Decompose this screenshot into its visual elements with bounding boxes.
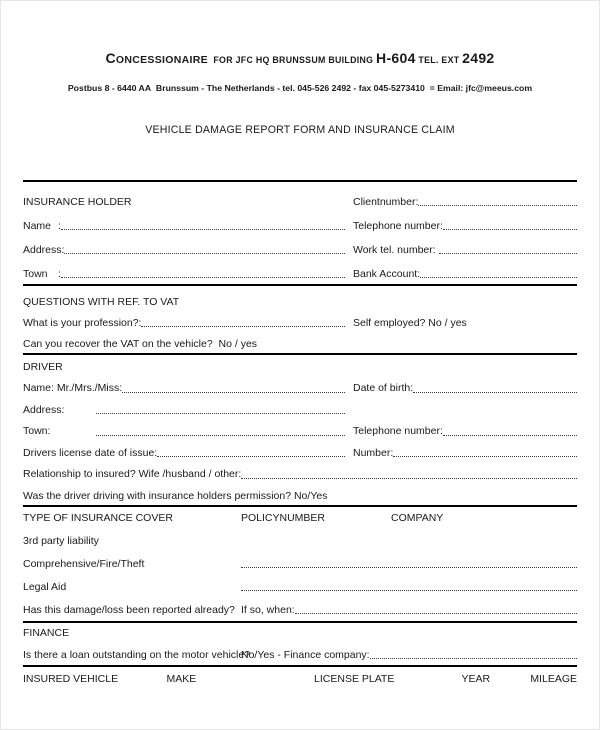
- vat-heading-row: [23, 287, 577, 308]
- insurance-holder-section: [1, 182, 599, 284]
- dob-label: Date of birth:: [353, 382, 414, 395]
- loan-row: [23, 639, 577, 661]
- if-so-when-label: If so, when:: [241, 603, 295, 616]
- insured-vehicle-section: [1, 667, 599, 685]
- holder-name-label: Name: [23, 219, 52, 232]
- insurance-holder-heading-row: [23, 184, 577, 208]
- tel-ext-text: TEL. EXT: [415, 55, 463, 65]
- holder-name-field-line[interactable]: [61, 229, 345, 230]
- third-party-row: [23, 524, 577, 547]
- driver-town-row: [23, 416, 577, 438]
- holder-address-row: [23, 232, 577, 256]
- holder-telephone-field-line[interactable]: [443, 229, 577, 230]
- work-tel-label: Work tel. number:: [353, 243, 439, 256]
- building-number: H-604: [376, 50, 416, 66]
- vat-section: [1, 286, 599, 353]
- form-title: VEHICLE DAMAGE REPORT FORM AND INSURANCE CLAIM: [145, 124, 455, 136]
- relationship-row: [23, 459, 577, 481]
- loan-label: Is there a loan outstanding on the motor vehicle?: [23, 648, 251, 661]
- dob-field-line[interactable]: [413, 392, 577, 393]
- license-issue-label: Drivers license date of issue:: [23, 446, 158, 459]
- self-employed-label: Self employed? No / yes: [353, 316, 467, 329]
- comprehensive-label: Comprehensive/Fire/Theft: [23, 557, 145, 570]
- driver-section: [1, 355, 599, 505]
- company-header: COMPANY: [391, 511, 444, 524]
- year-header: YEAR: [461, 672, 491, 685]
- legal-aid-field-line[interactable]: [241, 590, 577, 591]
- driver-address-field-line[interactable]: [96, 413, 345, 414]
- clientnumber-label: Clientnumber:: [353, 195, 419, 208]
- reported-row: [23, 593, 577, 616]
- insurance-holder-heading: INSURANCE HOLDER: [23, 195, 132, 208]
- letterhead: [1, 1, 599, 93]
- holder-address-field-line[interactable]: [64, 253, 345, 254]
- relationship-label: Relationship to insured? Wife /husband / other:: [23, 468, 242, 481]
- third-party-label: 3rd party liability: [23, 534, 99, 547]
- license-number-field-line[interactable]: [393, 456, 577, 457]
- policynumber-header: POLICYNUMBER: [241, 511, 326, 524]
- permission-row: [23, 481, 577, 503]
- address-contact-line: Postbus 8 - 6440 AA Brunssum - The Netherlands - tel. 045-526 2492 - fax 045-5273410 = Email: jfc@meeus.com: [67, 83, 533, 93]
- profession-field-line[interactable]: [141, 326, 345, 327]
- license-issue-row: [23, 438, 577, 460]
- finance-section: [1, 623, 599, 665]
- driver-name-field-line[interactable]: [122, 392, 345, 393]
- insurance-cover-section: [1, 507, 599, 621]
- profession-row: [23, 308, 577, 329]
- insured-vehicle-header: INSURED VEHICLE: [23, 672, 119, 685]
- reported-label: Has this damage/loss been reported already?: [23, 603, 235, 616]
- comprehensive-field-line[interactable]: [241, 567, 577, 568]
- bank-account-field-line[interactable]: [420, 277, 577, 278]
- driver-address-row: [23, 395, 577, 417]
- holder-town-field-line[interactable]: [61, 277, 345, 278]
- building-text: FOR JFC HQ BRUNSSUM BUILDING: [207, 55, 377, 65]
- driver-telephone-field-line[interactable]: [443, 435, 577, 436]
- profession-label: What is your profession?:: [23, 316, 142, 329]
- make-header: MAKE: [166, 672, 197, 685]
- holder-town-label: Town: [23, 267, 48, 280]
- colon: :: [58, 219, 61, 232]
- tel-ext-number: 2492: [462, 50, 495, 66]
- legal-aid-label: Legal Aid: [23, 580, 67, 593]
- driver-heading: DRIVER: [23, 360, 63, 373]
- holder-telephone-label: Telephone number:: [353, 219, 443, 232]
- recover-vat-row: [23, 329, 577, 350]
- colon: :: [58, 267, 61, 280]
- work-tel-field-line[interactable]: [439, 253, 577, 254]
- mileage-header: MILEAGE: [530, 672, 577, 685]
- vat-heading: QUESTIONS WITH REF. TO VAT: [23, 295, 180, 308]
- relationship-field-line[interactable]: [241, 478, 577, 479]
- permission-label: Was the driver driving with insurance holders permission? No/Yes: [23, 489, 328, 502]
- holder-town-row: [23, 256, 577, 280]
- colon: :: [61, 243, 65, 256]
- driver-heading-row: [23, 355, 577, 373]
- holder-name-row: [23, 208, 577, 232]
- comprehensive-row: [23, 547, 577, 570]
- concessionaire-line: [1, 51, 599, 81]
- cover-header-row: [23, 507, 577, 524]
- driver-address-label: Address:: [23, 403, 65, 416]
- driver-name-label: Name: Mr./Mrs./Miss:: [23, 382, 123, 395]
- concessionaire-initial: C: [105, 50, 116, 66]
- driver-telephone-label: Telephone number:: [353, 425, 443, 438]
- legal-aid-row: [23, 570, 577, 593]
- cover-heading: TYPE OF INSURANCE COVER: [23, 511, 173, 524]
- vehicle-header-row: [23, 667, 577, 685]
- holder-address-label: Address: [23, 243, 62, 256]
- clientnumber-field-line[interactable]: [418, 205, 577, 206]
- license-plate-header: LICENSE PLATE: [314, 672, 395, 685]
- driver-town-label: Town:: [23, 425, 51, 438]
- if-so-when-field-line[interactable]: [295, 613, 577, 614]
- driver-town-field-line[interactable]: [96, 435, 345, 436]
- driver-name-row: [23, 373, 577, 395]
- license-issue-field-line[interactable]: [157, 456, 345, 457]
- license-number-label: Number:: [353, 446, 394, 459]
- bank-account-label: Bank Account:: [353, 267, 421, 280]
- concessionaire-rest: ONCESSIONAIRE: [115, 54, 208, 66]
- recover-vat-label: Can you recover the VAT on the vehicle? No / yes: [23, 337, 258, 350]
- finance-heading-row: [23, 623, 577, 639]
- finance-company-field-line[interactable]: [370, 658, 577, 659]
- loan-answer-label: No/Yes - Finance company:: [241, 648, 370, 661]
- finance-heading: FINANCE: [23, 626, 70, 639]
